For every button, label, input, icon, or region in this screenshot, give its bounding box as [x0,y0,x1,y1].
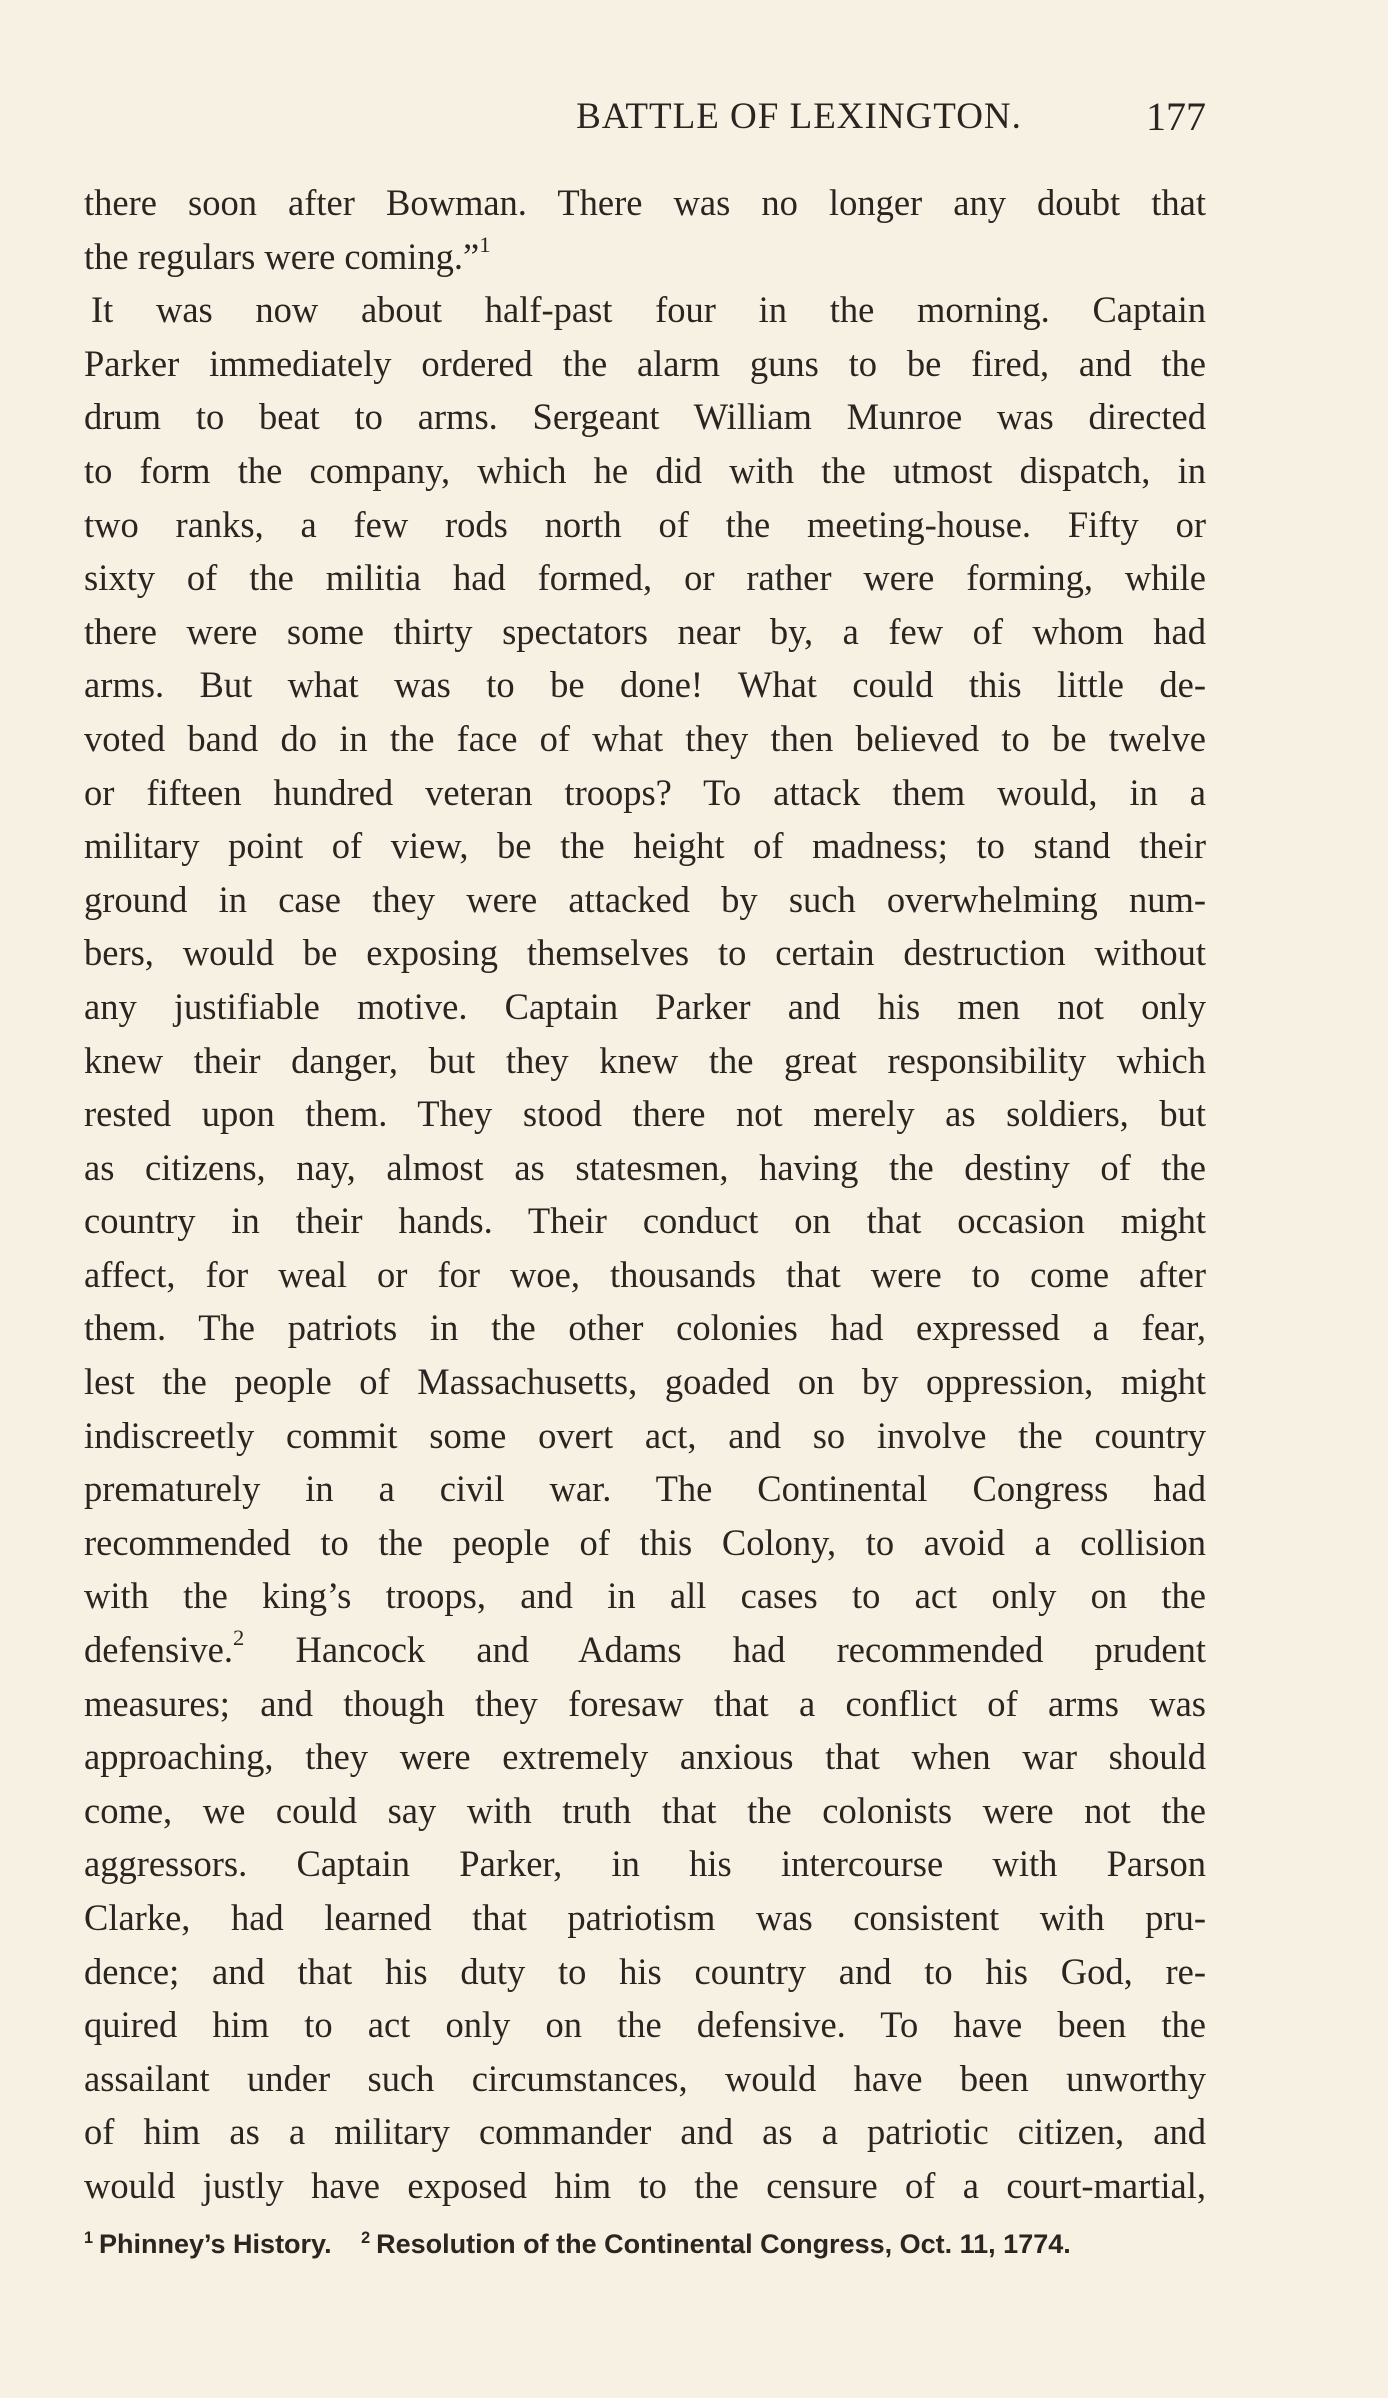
text-line: come, we could say with truth that the colonists were not the [84,1789,1206,1831]
paragraph-start-line: It was now about half-past four in the morning. Captain [91,289,1206,331]
text-line: sixty of the militia had formed, or rather were forming, while [84,557,1206,599]
text-line: knew their danger, but they knew the great responsibility which [84,1039,1206,1081]
text-line: country in their hands. Their conduct on that occasion might [84,1200,1206,1242]
text-line: two ranks, a few rods north of the meeting-house. Fifty or [84,503,1206,545]
text-line: them. The patriots in the other colonies had expressed a fear, [84,1307,1206,1349]
text-line: any justifiable motive. Captain Parker and his men not only [84,985,1206,1027]
text-line: Parker immediately ordered the alarm guns to be fired, and the [84,342,1206,384]
text-line: rested upon them. They stood there not merely as soldiers, but [84,1093,1206,1135]
footnote-text: Resolution of the Continental Congress, Oct. 11, 1774. [376,2229,1071,2259]
text-line: military point of view, be the height of madness; to stand their [84,825,1206,867]
footnote-text: Phinney’s History. [99,2229,332,2259]
running-head [392,92,1206,142]
text-line: voted band do in the face of what they then believed to be twelve [84,717,1206,759]
text-line: bers, would be exposing themselves to certain destruction without [84,932,1206,974]
text-line: would justly have exposed him to the censure of a court-martial, [84,2164,1206,2206]
text-line: or fifteen hundred veteran troops? To attack them would, in a [84,771,1206,813]
text-line: assailant under such circumstances, would have been unworthy [84,2057,1206,2099]
footnote-ref: 2 [232,1625,245,1651]
text-line: of him as a military commander and as a patriotic citizen, and [84,2111,1206,2153]
text-line: lest the people of Massachusetts, goaded on by oppression, might [84,1361,1206,1403]
text-line: arms. But what was to be done! What could this little de- [84,664,1206,706]
footnote-marker: 2 [361,2229,371,2248]
text-line: Clarke, had learned that patriotism was consistent with pru- [84,1897,1206,1938]
text-line: quired him to act only on the defensive. To have been the [84,2004,1206,2046]
text-line: affect, for weal or for woe, thousands that were to come after [84,1253,1206,1295]
running-title: BATTLE OF LEXINGTON. [576,96,1022,137]
footnotes [84,2222,1206,2266]
text-line: indiscreetly commit some overt act, and so involve the country [84,1414,1206,1456]
text-line: dence; and that his duty to his country and to his God, re- [84,1950,1206,1992]
text-line: with the king’s troops, and in all cases to act only on the [84,1575,1206,1617]
footnote [84,2229,332,2259]
footnote [361,2229,1071,2259]
text-line: the regulars were coming.”$^1$ [84,231,491,277]
text-line: recommended to the people of this Colony, to avoid a collision [84,1521,1206,1563]
text-line: ground in case they were attacked by such overwhelming num- [84,878,1206,920]
page-number: 177 [1146,94,1206,139]
text-line: there soon after Bowman. There was no longer any doubt that [84,182,1206,223]
text-line: measures; and though they foresaw that a conflict of arms was [84,1682,1206,1724]
footnote-marker: 1 [84,2229,94,2248]
footnote-ref: 1 [479,231,491,257]
text-line: as citizens, nay, almost as statesmen, having the destiny of the [84,1146,1206,1188]
text-line: defensive.$^2$ Hancock and Adams had recommended prudent [84,1625,1206,1671]
text-line: there were some thirty spectators near by, a few of whom had [84,610,1206,652]
text-line: aggressors. Captain Parker, in his intercourse with Parson [84,1843,1206,1885]
text-line: approaching, they were extremely anxious that when war should [84,1736,1206,1778]
text-line: to form the company, which he did with the utmost dispatch, in [84,449,1206,491]
text-line: drum to beat to arms. Sergeant William Munroe was directed [84,396,1206,438]
body-text [84,176,1206,2213]
text-line: prematurely in a civil war. The Continental Congress had [84,1468,1206,1510]
